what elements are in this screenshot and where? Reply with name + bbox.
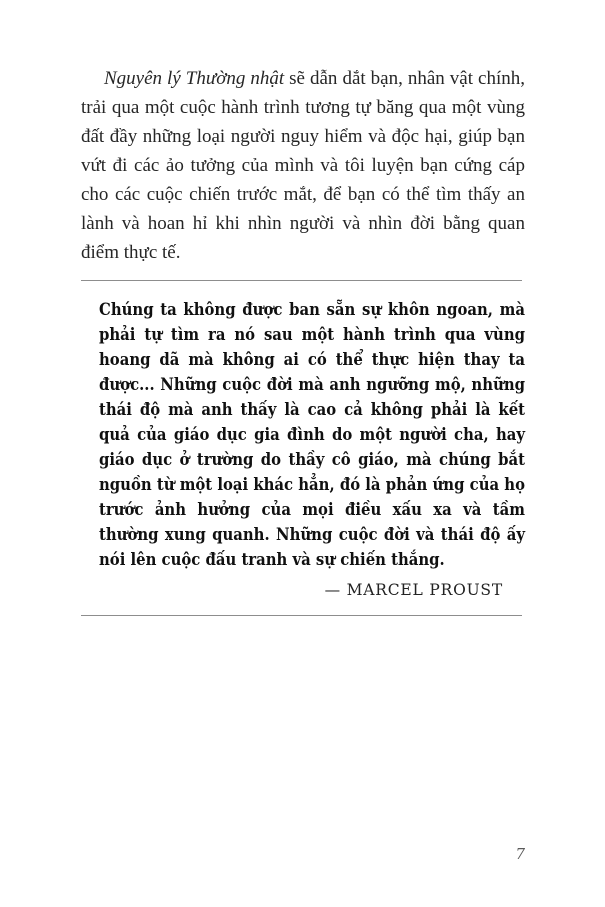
intro-paragraph [81,64,525,267]
quote-attribution: — MARCEL PROUST [324,581,503,599]
intro-paragraph-text: sẽ dẫn dắt bạn, nhân vật chính, trải qua một cuộc hành trình tương tự băng qua một vùng đất đầy những loại người nguy hiểm và độc hại, giúp bạn vứt đi các ảo tưởng của mình và tôi luyện bạn cứng cáp cho các cuộc chiến trước mắt, để bạn có thể tìm thấy an lành và hoan hỉ khi nhìn người và nhìn đời bằng quan điểm thực tế. [81,68,525,263]
book-title-italic: Nguyên lý Thường nhật [104,68,285,89]
block-quote: Chúng ta không được ban sẵn sự khôn ngoan, mà phải tự tìm ra nó sau một hành trình qua vùng hoang dã mà không ai có thể thực hiện thay ta được... Những cuộc đời mà anh ngưỡng mộ, những thái độ mà anh thấy là cao cả không phải là kết quả của giáo dục gia đình do một người cha, hay giáo dục ở trường do thầy cô giáo, mà chúng bắt nguồn từ một loại khác hẳn, đó là phản ứng của họ trước ảnh hưởng của mọi điều xấu xa và tầm thường xung quanh. Những cuộc đời và thái độ ấy nói lên cuộc đấu tranh và sự chiến thắng. [99,300,525,569]
divider-bottom [81,615,522,616]
divider-top [81,280,522,281]
page-number: 7 [515,845,525,863]
